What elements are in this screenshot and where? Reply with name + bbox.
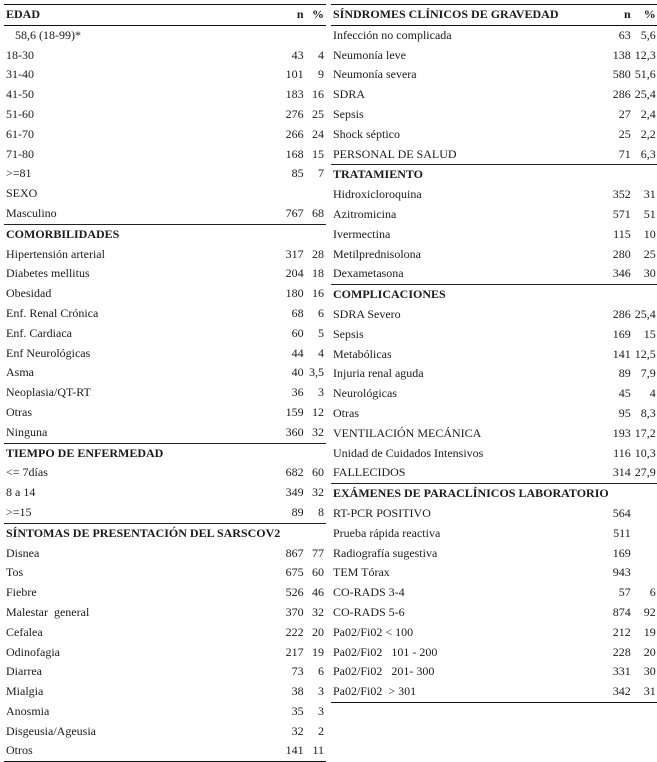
- row-label: Obesidad: [6, 286, 52, 301]
- row-percent: 12,5: [634, 346, 656, 361]
- row-count: 346: [612, 266, 631, 281]
- row-count: 317: [285, 246, 304, 261]
- row-label: Metilprednisolona: [333, 246, 421, 261]
- right-table-row: [331, 662, 657, 682]
- row-percent: 30: [643, 266, 656, 281]
- row-label: Hipertensión arterial: [6, 246, 105, 261]
- row-percent: 60: [312, 565, 324, 580]
- section-heading: EXÁMENES DE PARACLÍNICOS LABORATORIO: [331, 484, 611, 504]
- right-table-row: [331, 544, 657, 564]
- row-percent: 3: [318, 684, 324, 699]
- row-label: Neumonía severa: [333, 67, 417, 82]
- left-table-row: [4, 662, 326, 682]
- row-label: Diabetes mellitus: [6, 266, 90, 281]
- left-table-row: [4, 284, 326, 304]
- row-percent: 32: [312, 604, 324, 619]
- row-label: Cefalea: [6, 624, 43, 639]
- section-heading: SÍNTOMAS DE PRESENTACIÓN DEL SARSCOV2: [4, 523, 282, 543]
- row-count: 60: [291, 325, 304, 340]
- row-count: 168: [285, 146, 304, 161]
- row-count: 95: [618, 405, 631, 420]
- row-label: Neumonía leve: [333, 47, 406, 62]
- right-table-row: [331, 185, 657, 205]
- row-percent: 32: [312, 424, 324, 439]
- left-table-row: [4, 544, 326, 564]
- row-percent: 27,9: [634, 465, 656, 480]
- row-percent: 12,3: [634, 47, 656, 62]
- row-label: 18-30: [6, 47, 34, 62]
- row-percent: [633, 285, 657, 305]
- row-label: Enf Neurológicas: [6, 345, 91, 360]
- row-percent: 8,3: [640, 405, 656, 420]
- row-count: 159: [285, 404, 304, 419]
- row-count: 370: [285, 604, 304, 619]
- row-count: 183: [285, 87, 304, 102]
- left-header-percent: %: [306, 5, 326, 26]
- row-percent: 25,4: [634, 306, 656, 321]
- row-label: Ninguna: [6, 424, 48, 439]
- right-table-row: [331, 643, 657, 663]
- right-table-row: [331, 46, 657, 66]
- row-percent: 18: [312, 266, 324, 281]
- right-table-row: [331, 682, 657, 702]
- left-table-row: [4, 403, 326, 423]
- row-label: Enf. Renal Crónica: [6, 305, 99, 320]
- row-percent: [306, 25, 326, 45]
- right-table-row: [331, 125, 657, 145]
- row-label: Radiografía sugestiva: [333, 545, 438, 560]
- left-table-row: [4, 623, 326, 643]
- row-percent: 11: [306, 741, 326, 761]
- row-percent: 12: [312, 404, 324, 419]
- row-count: 73: [291, 664, 304, 679]
- row-count: 349: [285, 485, 304, 500]
- row-count: 25: [618, 126, 631, 141]
- row-percent: [633, 524, 657, 544]
- row-label: SEXO: [6, 186, 38, 201]
- row-percent: 51,6: [634, 67, 656, 82]
- row-percent: 2: [318, 723, 324, 738]
- row-label: Mialgia: [6, 684, 44, 699]
- row-count: 266: [285, 126, 304, 141]
- row-count: 352: [612, 187, 631, 202]
- left-table-row: [4, 483, 326, 503]
- left-table-row: [4, 722, 326, 742]
- row-count: 101: [285, 67, 304, 82]
- row-percent: 20: [312, 624, 324, 639]
- row-label: CO-RADS 5-6: [333, 604, 405, 619]
- left-section-row: [4, 523, 326, 543]
- left-table-row: [4, 184, 326, 204]
- row-label: Prueba rápida reactiva: [333, 525, 441, 540]
- row-percent: 25: [312, 106, 324, 121]
- row-count: 89: [618, 366, 631, 381]
- left-table-row: [4, 682, 326, 702]
- row-percent: 6: [318, 664, 324, 679]
- right-table-row: [331, 623, 657, 643]
- row-count: 286: [612, 306, 631, 321]
- right-table-row: [331, 145, 657, 165]
- right-header-percent: %: [633, 5, 657, 26]
- row-label: Pa02/Fi02 101 - 200: [333, 644, 438, 659]
- left-table-row: [4, 503, 326, 523]
- row-percent: [306, 523, 326, 543]
- row-label: Neurológicas: [333, 386, 397, 401]
- row-label: Injuria renal aguda: [333, 366, 424, 381]
- row-percent: 92: [643, 604, 656, 619]
- row-label: Tos: [6, 565, 24, 580]
- row-percent: 24: [312, 126, 324, 141]
- row-percent: 17,2: [634, 425, 656, 440]
- right-table-row: [331, 65, 657, 85]
- right-section-row: [331, 484, 657, 504]
- row-percent: 31: [643, 187, 656, 202]
- right-table-row: [331, 225, 657, 245]
- row-label: Sepsis: [333, 326, 364, 341]
- row-percent: 30: [643, 664, 656, 679]
- row-label: Fiebre: [6, 585, 37, 600]
- row-label: Neoplasia/QT-RT: [6, 385, 91, 400]
- right-table-row: [331, 524, 657, 544]
- row-label: >=81: [6, 166, 32, 181]
- left-table-body: [4, 5, 326, 762]
- left-table-row: [4, 85, 326, 105]
- row-percent: 2,4: [640, 106, 656, 121]
- row-count: 511: [613, 525, 631, 540]
- row-percent: 4: [318, 345, 324, 360]
- row-count: 767: [285, 205, 304, 220]
- row-percent: 5,6: [640, 27, 656, 42]
- row-count: 68: [291, 305, 304, 320]
- row-percent: [306, 443, 326, 463]
- right-table-row: [331, 25, 657, 45]
- right-table-row: [331, 325, 657, 345]
- left-table-row: [4, 164, 326, 184]
- left-table-row: [4, 245, 326, 265]
- row-count: 45: [618, 386, 631, 401]
- row-count: 71: [618, 146, 631, 161]
- section-heading: TRATAMIENTO: [331, 165, 611, 185]
- row-percent: [633, 484, 657, 504]
- row-count: 564: [612, 505, 631, 520]
- right-table-row: [331, 444, 657, 464]
- left-table-row: [4, 324, 326, 344]
- left-table-row: [4, 46, 326, 66]
- right-table-row: [331, 305, 657, 325]
- row-label: Otros: [4, 741, 282, 761]
- right-table-row: [331, 384, 657, 404]
- row-count: [282, 184, 305, 204]
- row-count: 204: [285, 266, 304, 281]
- row-percent: [306, 224, 326, 244]
- row-count: 286: [612, 87, 631, 102]
- row-count: 89: [291, 504, 304, 519]
- row-count: 682: [285, 465, 304, 480]
- row-percent: 31: [633, 682, 657, 702]
- row-count: 44: [291, 345, 304, 360]
- row-percent: 6,3: [640, 146, 656, 161]
- row-percent: 32: [312, 485, 324, 500]
- row-percent: [633, 504, 657, 524]
- right-table-row: [331, 85, 657, 105]
- row-percent: 15: [312, 146, 324, 161]
- left-header-row: [4, 5, 326, 26]
- row-label: 61-70: [6, 126, 34, 141]
- row-count: 580: [612, 67, 631, 82]
- left-table-row: [4, 25, 326, 45]
- row-count: 222: [285, 624, 304, 639]
- left-header-label: EDAD: [4, 5, 282, 26]
- row-percent: 5: [318, 325, 324, 340]
- row-label: TEM Tórax: [333, 565, 390, 580]
- row-label: Hidroxicloroquina: [333, 187, 422, 202]
- row-count: [282, 523, 305, 543]
- row-count: 276: [285, 106, 304, 121]
- row-count: 169: [612, 545, 631, 560]
- row-count: 180: [285, 286, 304, 301]
- row-percent: 51: [643, 206, 656, 221]
- row-percent: 19: [643, 624, 656, 639]
- row-count: 943: [612, 565, 631, 580]
- row-count: 27: [618, 106, 631, 121]
- row-count: [282, 443, 305, 463]
- left-table-row: [4, 383, 326, 403]
- row-percent: 16: [312, 87, 324, 102]
- row-percent: 3: [318, 385, 324, 400]
- row-count: 867: [285, 545, 304, 560]
- left-table-row: [4, 423, 326, 443]
- left-section-row: [4, 443, 326, 463]
- row-count: 193: [612, 425, 631, 440]
- left-table-row: [4, 603, 326, 623]
- row-percent: 6: [318, 305, 324, 320]
- row-label: SDRA: [333, 87, 366, 102]
- row-label: Pa02/Fi02 201- 300: [333, 664, 435, 679]
- right-table-row: [331, 205, 657, 225]
- row-count: [611, 285, 633, 305]
- row-percent: [306, 184, 326, 204]
- row-count: 169: [612, 326, 631, 341]
- left-table-row: [4, 145, 326, 165]
- right-table: [331, 4, 657, 703]
- row-label: SDRA Severo: [333, 306, 401, 321]
- row-count: 360: [285, 424, 304, 439]
- row-label: Anosmia: [6, 703, 50, 718]
- left-table-row: [4, 741, 326, 761]
- row-count: 138: [612, 47, 631, 62]
- left-table-row: [4, 125, 326, 145]
- right-table-row: [331, 264, 657, 284]
- left-table-row: [4, 563, 326, 583]
- section-heading: TIEMPO DE ENFERMEDAD: [4, 443, 282, 463]
- left-table-row: [4, 583, 326, 603]
- row-count: 526: [285, 585, 304, 600]
- left-table-row: [4, 702, 326, 722]
- row-label: Unidad de Cuidados Intensivos: [333, 445, 484, 460]
- row-label: >=15: [6, 504, 32, 519]
- row-count: 314: [612, 465, 631, 480]
- row-label: Infección no complicada: [333, 27, 452, 42]
- row-label: Dexametasona: [333, 266, 404, 281]
- row-label: Disnea: [6, 545, 40, 560]
- right-table-row: [331, 563, 657, 583]
- right-table-body: [331, 5, 657, 703]
- row-label: Asma: [6, 365, 34, 380]
- left-table-row: [4, 344, 326, 364]
- row-percent: 4: [318, 47, 324, 62]
- row-label: Otras: [6, 404, 32, 419]
- row-count: 874: [612, 604, 631, 619]
- row-label: Diarrea: [6, 664, 42, 679]
- row-count: 115: [613, 226, 631, 241]
- row-percent: 8: [318, 504, 324, 519]
- right-table-row: [331, 364, 657, 384]
- row-count: [282, 224, 305, 244]
- row-percent: 68: [312, 205, 324, 220]
- row-percent: 10: [643, 226, 656, 241]
- right-table-row: [331, 424, 657, 444]
- row-count: 63: [618, 27, 631, 42]
- row-count: 40: [291, 365, 304, 380]
- left-table-panel: [4, 4, 326, 762]
- row-percent: 3: [318, 703, 324, 718]
- right-table-panel: [331, 4, 656, 703]
- row-label: 31-40: [6, 67, 34, 82]
- row-count: 217: [285, 644, 304, 659]
- row-percent: 46: [312, 585, 324, 600]
- row-count: 38: [291, 684, 304, 699]
- right-header-n: n: [611, 5, 633, 26]
- right-table-row: [331, 404, 657, 424]
- row-label: Azitromicina: [333, 206, 397, 221]
- row-label: <= 7días: [6, 465, 48, 480]
- row-count: 43: [291, 47, 304, 62]
- row-count: 32: [291, 723, 304, 738]
- row-count: [611, 484, 633, 504]
- left-table: [4, 4, 326, 762]
- row-label: FALLECIDOS: [333, 465, 406, 480]
- row-label: Masculino: [6, 205, 57, 220]
- left-table-row: [4, 264, 326, 284]
- right-header-label: SÍNDROMES CLÍNICOS DE GRAVEDAD: [331, 5, 611, 26]
- row-label: 71-80: [6, 146, 34, 161]
- row-percent: 15: [643, 326, 656, 341]
- row-count: 212: [612, 624, 631, 639]
- row-label: Shock séptico: [333, 126, 400, 141]
- row-count: [282, 25, 305, 45]
- row-count: 331: [612, 664, 631, 679]
- row-count: 228: [612, 644, 631, 659]
- row-percent: 4: [649, 386, 656, 401]
- row-label: VENTILACIÓN MECÁNICA: [333, 425, 482, 440]
- row-percent: 20: [643, 644, 656, 659]
- row-label: Pa02/Fi02 < 100: [333, 624, 414, 639]
- right-table-row: [331, 245, 657, 265]
- left-table-row: [4, 363, 326, 383]
- row-count: 675: [285, 565, 304, 580]
- row-count: 36: [291, 385, 304, 400]
- right-table-row: [331, 603, 657, 623]
- row-label: 8 a 14: [6, 485, 36, 500]
- row-percent: 10,3: [634, 445, 656, 460]
- row-count: 280: [612, 246, 631, 261]
- right-table-row: [331, 105, 657, 125]
- row-label: 58,6 (18-99)*: [6, 27, 81, 42]
- row-percent: 9: [318, 67, 324, 82]
- right-table-row: [331, 583, 657, 603]
- left-table-row: [4, 105, 326, 125]
- row-label: Odinofagia: [6, 644, 60, 659]
- left-table-row: [4, 643, 326, 663]
- row-percent: 2,2: [640, 126, 656, 141]
- row-percent: 25,4: [634, 87, 656, 102]
- row-percent: [633, 544, 657, 564]
- row-label: Pa02/Fi02 > 301: [331, 682, 611, 702]
- left-table-row: [4, 65, 326, 85]
- row-label: RT-PCR POSITIVO: [333, 505, 431, 520]
- section-heading: COMORBILIDADES: [4, 224, 282, 244]
- row-percent: 6: [649, 585, 656, 600]
- row-label: CO-RADS 3-4: [333, 585, 405, 600]
- row-label: PERSONAL DE SALUD: [333, 146, 457, 161]
- row-percent: 19: [312, 644, 324, 659]
- row-count: 342: [611, 682, 633, 702]
- row-count: 141: [282, 741, 305, 761]
- row-percent: 25: [643, 246, 656, 261]
- row-count: 57: [618, 585, 631, 600]
- row-label: Sepsis: [333, 106, 364, 121]
- row-count: 116: [613, 445, 631, 460]
- row-label: Enf. Cardiaca: [6, 325, 72, 340]
- row-label: Disgeusia/Ageusia: [6, 723, 96, 738]
- section-heading: COMPLICACIONES: [331, 285, 611, 305]
- row-label: Otras: [333, 405, 359, 420]
- row-percent: 7: [318, 166, 324, 181]
- row-count: 571: [612, 206, 631, 221]
- row-label: 51-60: [6, 106, 34, 121]
- row-percent: 7,9: [640, 366, 656, 381]
- right-section-row: [331, 165, 657, 185]
- row-percent: [633, 165, 657, 185]
- row-label: Malestar general: [6, 604, 90, 619]
- row-count: 85: [291, 166, 304, 181]
- left-table-row: [4, 463, 326, 483]
- row-label: Ivermectina: [333, 226, 391, 241]
- left-header-n: n: [282, 5, 305, 26]
- left-section-row: [4, 224, 326, 244]
- row-label: Metabólicas: [333, 346, 392, 361]
- right-table-row: [331, 504, 657, 524]
- row-percent: 3,5: [309, 365, 324, 380]
- row-label: 41-50: [6, 87, 34, 102]
- row-count: 141: [612, 346, 631, 361]
- right-table-row: [331, 345, 657, 365]
- row-percent: [633, 563, 657, 583]
- row-percent: 60: [312, 465, 324, 480]
- right-table-row: [331, 463, 657, 483]
- left-table-row: [4, 204, 326, 224]
- right-header-row: [331, 5, 657, 26]
- row-count: [611, 165, 633, 185]
- row-percent: 16: [312, 286, 324, 301]
- right-section-row: [331, 285, 657, 305]
- left-table-row: [4, 304, 326, 324]
- row-count: 35: [291, 703, 304, 718]
- row-percent: 77: [312, 545, 324, 560]
- row-percent: 28: [312, 246, 324, 261]
